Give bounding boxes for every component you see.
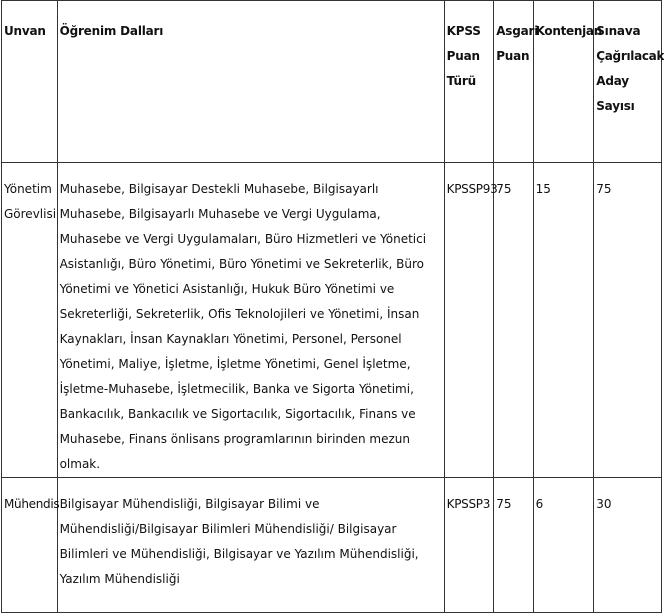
cell-unvan-line1: Mühendis bbox=[4, 497, 60, 511]
cell-unvan bbox=[2, 163, 58, 478]
cell-unvan bbox=[2, 478, 58, 613]
header-ogrenim-dallari bbox=[57, 1, 444, 163]
header-asgari-puan bbox=[494, 1, 539, 163]
staff-quota-table bbox=[1, 0, 662, 613]
header-kpss-line1: KPSS bbox=[446, 24, 481, 38]
header-kontenjan bbox=[533, 1, 602, 163]
header-kpss-puan-turu bbox=[444, 1, 494, 163]
header-kontenjan-label: Kontenjan bbox=[535, 24, 602, 38]
cell-cagrilacak-aday-sayisi: 75 bbox=[594, 163, 662, 478]
header-kpss-line3: Türü bbox=[446, 74, 476, 88]
cell-kpss-puan-turu: KPSSP3 bbox=[444, 478, 494, 613]
table-row bbox=[2, 163, 662, 478]
cell-cagrilacak-aday-sayisi: 30 bbox=[594, 478, 662, 613]
cell-kontenjan: 6 bbox=[533, 478, 594, 613]
header-kpss-line2: Puan bbox=[446, 49, 480, 63]
cell-asgari-puan: 75 bbox=[494, 163, 533, 478]
header-unvan-label: Unvan bbox=[4, 24, 46, 38]
header-cagrilacak-aday-sayisi bbox=[594, 1, 662, 163]
cell-kpss-puan-turu: KPSSP93 bbox=[444, 163, 494, 478]
header-cagri-line4: Sayısı bbox=[596, 99, 635, 113]
cell-unvan-line2: Görevlisi bbox=[4, 207, 57, 221]
header-asgari-line2: Puan bbox=[496, 49, 530, 63]
header-cagri-line3: Aday bbox=[596, 74, 629, 88]
cell-ogrenim-dallari: Bilgisayar Mühendisliği, Bilgisayar Bilimi ve Mühendisliği/Bilgisayar Bilimleri Mühendisliği/ Bilgisayar Bilimleri ve Mühendisliği, Bilgisayar ve Yazılım Mühendisliği, Yazılım Mühendisliği bbox=[57, 478, 444, 613]
cell-unvan-line1: Yönetim bbox=[4, 182, 52, 196]
header-unvan bbox=[2, 1, 58, 163]
header-cagri-line1: Sınava bbox=[596, 24, 641, 38]
header-ogrenim-label: Öğrenim Dalları bbox=[59, 24, 164, 38]
cell-kontenjan: 15 bbox=[533, 163, 594, 478]
header-cagri-line2: Çağrılacak bbox=[596, 49, 664, 63]
table-header-row bbox=[2, 1, 662, 163]
header-asgari-line1: Asgari bbox=[496, 24, 539, 38]
cell-asgari-puan: 75 bbox=[494, 478, 533, 613]
cell-ogrenim-dallari: Muhasebe, Bilgisayar Destekli Muhasebe, Bilgisayarlı Muhasebe, Bilgisayarlı Muhasebe ve Vergi Uygulama, Muhasebe ve Vergi Uygulamaları, Büro Hizmetleri ve Yönetici Asistanlığı, Büro Yönetimi, Büro Yönetimi ve Sekreterlik, Büro Yönetimi ve Yönetici Asistanlığı, Hukuk Büro Yönetimi ve Sekreterliği, Sekreterlik, Ofis Teknolojileri ve Yönetimi, İnsan Kaynakları, İnsan Kaynakları Yönetimi, Personel, Personel Yönetimi, Maliye, İşletme, İşletme Yönetimi, Genel İşletme, İşletme-Muhasebe, İşletmecilik, Banka ve Sigorta Yönetimi, Bankacılık, Bankacılık ve Sigortacılık, Sigortacılık, Finans ve Muhasebe, Finans önlisans programlarının birinden mezun olmak. bbox=[57, 163, 444, 478]
table-row bbox=[2, 478, 662, 613]
